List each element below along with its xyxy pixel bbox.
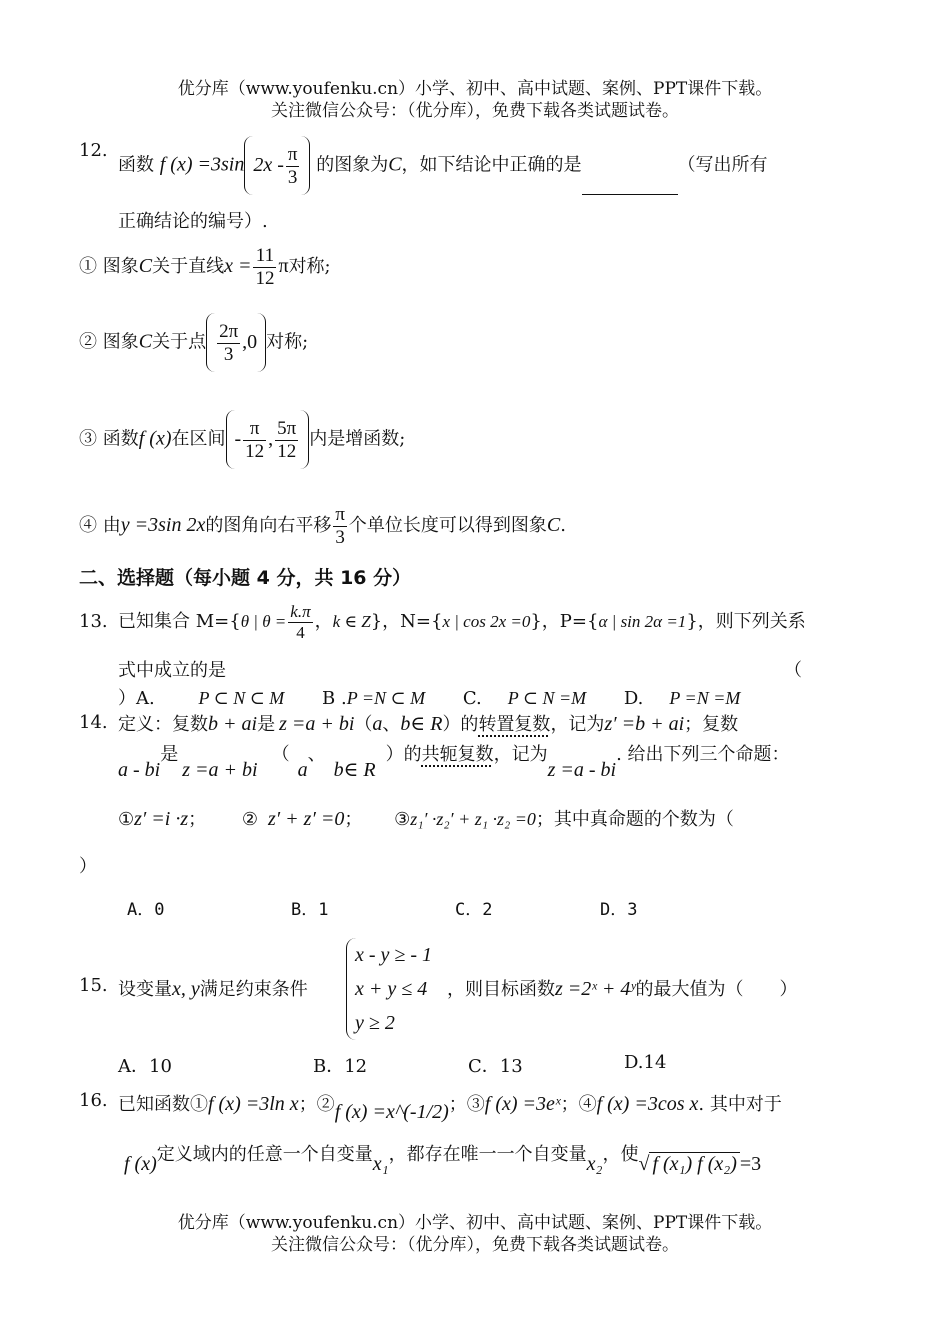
q15-constraints: x - y ≥ - 1 x + y ≤ 4 y ≥ 2 — [346, 938, 432, 1040]
q12-option-2: ② 图象C关于点 $\frac{2\pi}{3}$ ,0 对称; — [79, 313, 308, 372]
page-header-line1: 优分库（www.youfenku.cn）小学、初中、高中试题、案例、PPT课件下载。 — [177, 79, 773, 99]
q15-stem-b: ，则目标函数z =2ˣ + 4ʸ的最大值为（ ） — [447, 978, 798, 1000]
q15-option-b: B．12 — [313, 1056, 368, 1077]
q15-stem-a: 设变量x, y满足约束条件 — [118, 978, 308, 1000]
q12-option-3: ③ 函数f (x)在区间 - $\frac{\pi}{12}$ , $\frac{5\pi}{12}$ 内是增函数; — [79, 410, 405, 469]
page-footer-line1: 优分库（www.youfenku.cn）小学、初中、高中试题、案例、PPT课件下载。 — [177, 1213, 773, 1233]
q15-option-d: D.14 — [624, 1052, 667, 1073]
q13-option-a: P ⊂ N ⊂ M — [198, 688, 285, 708]
q13-options: ）A. P ⊂ N ⊂ M B .P =N ⊂ M C. P ⊂ N =M D. P =N =M — [118, 688, 741, 709]
q14-option-d: D．3 — [600, 900, 638, 920]
q12-option-1: ① 图象C关于直线x = $\frac{11}{12}$ π对称; — [79, 244, 331, 289]
q12-answer-blank — [582, 174, 678, 195]
q14-option-b: B．1 — [291, 900, 329, 920]
q14-paren-close: ） — [79, 856, 97, 877]
q12-number: 12. — [79, 140, 108, 161]
q12-stem-cont: 正确结论的编号）. — [118, 211, 268, 232]
section-title: 二、选择题（每小题 4 分，共 16 分） — [79, 567, 412, 589]
q16-number: 16. — [79, 1090, 108, 1111]
q14-option-a: A．0 — [127, 900, 165, 920]
q14-number: 14. — [79, 712, 108, 733]
q12-option-4: ④ 由y =3sin 2x的图角向右平移 $\frac{\pi}{3}$ 个单位长度可以得到图象C. — [79, 503, 566, 548]
page-header-line2: 关注微信公众号：（优分库），免费下载各类试题试卷。 — [271, 101, 679, 121]
q14-line-2: a - bi是z =a + bi（a、b∈ R）的共轭复数，记为z =a - bi. 给出下列三个命题： — [118, 744, 790, 781]
q15-option-a: A．10 — [118, 1056, 172, 1077]
q13-stem-cont: 式中成立的是 — [118, 660, 226, 681]
q14-propositions: ①z′ =i ·z； ② z′ + z′ =0； ③z₁′ ·z₂′ + z₁ ·z₂ =0；其中真命题的个数为（ — [118, 808, 734, 830]
q13-paren-open: （ — [784, 660, 802, 681]
q13-option-d: P =N =M — [669, 688, 741, 708]
q15-option-c: C．13 — [468, 1056, 523, 1077]
q16-line-2: f (x)定义域内的任意一个自变量x₁，都存在唯一一个自变量x₂，使√ f (x₁) f (x₂) =3 — [124, 1144, 762, 1175]
q15-number: 15. — [79, 975, 108, 996]
q13-option-b: P =N ⊂ M — [346, 688, 426, 708]
q13-stem: 已知集合 M={θ | θ = $\frac{k.\pi}{4}$ ，k ∈ Z}，N={x | cos 2x =0}，P={α | sin 2α =1}，则下列关系 — [118, 601, 806, 642]
q14-line-1: 定义：复数b + ai是 z =a + bi（a、b∈ R）的转置复数，记为z′ =b + ai；复数 — [118, 713, 739, 735]
page-footer-line2: 关注微信公众号：（优分库），免费下载各类试题试卷。 — [271, 1235, 679, 1255]
q13-option-c: P ⊂ N =M — [507, 688, 587, 708]
q16-line-1: 已知函数①f (x) =3ln x；②f (x) =x^(-1/2)；③f (x) =3eˣ；④f (x) =3cos x. 其中对于 — [118, 1093, 782, 1123]
q12-stem: 函数 f (x) =3sin 2x - $\frac{\pi}{3}$ 的图象为C，如下结论中正确的是 （写出所有 — [118, 136, 768, 195]
q12-function: f (x) =3sin — [159, 153, 245, 176]
q14-option-c: C．2 — [455, 900, 493, 920]
q13-number: 13. — [79, 611, 108, 632]
